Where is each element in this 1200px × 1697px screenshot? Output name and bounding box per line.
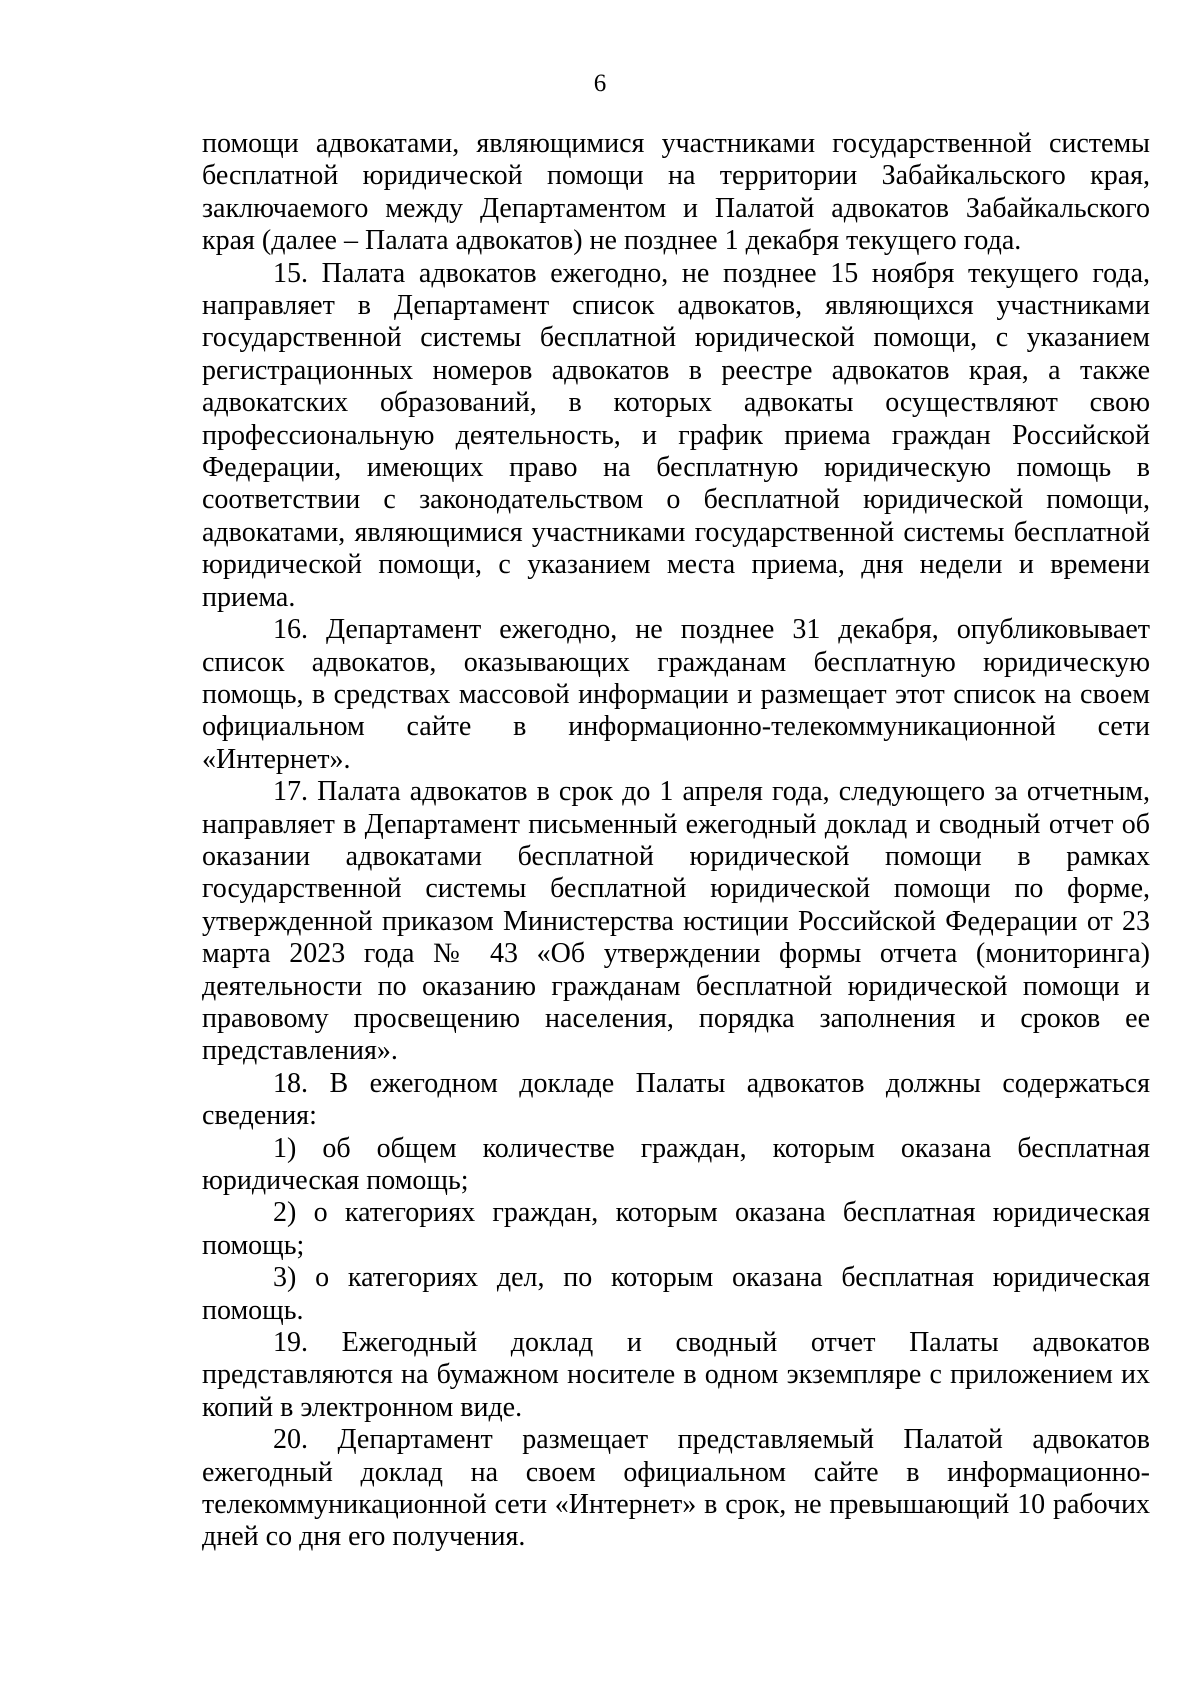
paragraph-item-15: 15. Палата адвокатов ежегодно, не позднее 15 ноября текущего года, направляет в Департамент список адвокатов, являющихся участниками государственной системы бесплатной юридической помощи, с указанием регистрационных номеров адвокатов в реестре адвокатов края, а также адвокатских образований, в которых адвокаты осуществляют свою профессиональную деятельность, и график приема граждан Российской Федерации, имеющих право на бесплатную юридическую помощь в соответствии с законодательством о бесплатной юридической помощи, адвокатами, являющимися участниками государственной системы бесплатной юридической помощи, с указанием места приема, дня недели и времени приема. — [202, 257, 1150, 613]
paragraph-item-20: 20. Департамент размещает представляемый Палатой адвокатов ежегодный доклад на своем официальном сайте в информационно-телекоммуникационной сети «Интернет» в срок, не превышающий 10 рабочих дней со дня его получения. — [202, 1424, 1150, 1553]
list-item-18-2: 2) о категориях граждан, которым оказана бесплатная юридическая помощь; — [202, 1197, 1150, 1261]
page-number: 6 — [593, 70, 607, 97]
paragraph-item-16: 16. Департамент ежегодно, не позднее 31 декабря, опубликовывает список адвокатов, оказывающих гражданам бесплатную юридическую помощь, в средствах массовой информации и размещает этот список на своем официальном сайте в информационно-телекоммуникационной сети «Интернет». — [202, 614, 1150, 775]
document-body — [202, 128, 1150, 1554]
paragraph-item-18: 18. В ежегодном докладе Палаты адвокатов должны содержаться сведения: — [202, 1067, 1150, 1132]
list-item-18-1: 1) об общем количестве граждан, которым оказана бесплатная юридическая помощь; — [202, 1132, 1150, 1196]
list-item-18-3: 3) о категориях дел, по которым оказана бесплатная юридическая помощь. — [202, 1262, 1150, 1326]
paragraph-item-17: 17. Палата адвокатов в срок до 1 апреля года, следующего за отчетным, направляет в Департамент письменный ежегодный доклад и сводный отчет об оказании адвокатами бесплатной юридической помощи в рамках государственной системы бесплатной юридической помощи по форме, утвержденной приказом Министерства юстиции Российской Федерации от 23 марта 2023 года № 43 «Об утверждении формы отчета (мониторинга) деятельности по оказанию гражданам бесплатной юридической помощи и правовому просвещению населения, порядка заполнения и сроков ее представления». — [202, 776, 1150, 1067]
paragraph-item-19: 19. Ежегодный доклад и сводный отчет Палаты адвокатов представляются на бумажном носителе в одном экземпляре с приложением их копий в электронном виде. — [202, 1327, 1150, 1423]
paragraph-continuation: помощи адвокатами, являющимися участниками государственной системы бесплатной юридической помощи на территории Забайкальского края, заключаемого между Департаментом и Палатой адвокатов Забайкальского края (далее – Палата адвокатов) не позднее 1 декабря текущего года. — [202, 128, 1150, 257]
